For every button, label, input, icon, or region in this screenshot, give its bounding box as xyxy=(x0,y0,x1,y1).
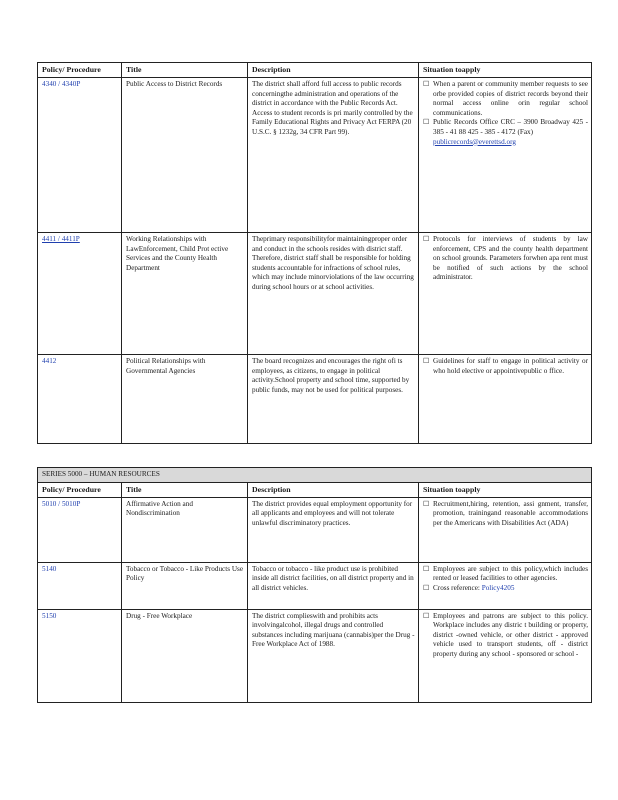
header-policy: Policy/ Procedure xyxy=(38,482,122,497)
series-row xyxy=(38,468,592,483)
table-row xyxy=(38,562,592,609)
situation-item xyxy=(423,500,588,529)
situation-text: Recruitment,hiring, retention, assi gnment, transfer, promotion, trainingand reasonable accommodations per the Americans with Disabilities Act (ADA) xyxy=(433,499,588,527)
situation-text: Employees and patrons are subject to this policy. Workplace includes any distric t building or property, district -owned vehicle, or other district - approved vehicle used to transport students, off - district property during any school - sponsored or school - xyxy=(433,611,588,658)
policy-title: Public Access to District Records xyxy=(122,78,248,233)
records-email-link[interactable]: publicrecords@everettsd.org xyxy=(433,137,516,146)
checkbox-icon: ☐ xyxy=(423,499,430,508)
situation-item xyxy=(423,118,588,147)
policy-title: Drug - Free Workplace xyxy=(122,609,248,702)
policy-number[interactable]: 4412 xyxy=(38,355,122,444)
situation-item xyxy=(423,612,588,660)
situation-item xyxy=(423,565,588,584)
checkbox-icon: ☐ xyxy=(423,611,430,620)
policy-table-top xyxy=(37,62,592,444)
situation-text: Guidelines for staff to engage in political activity or who hold elective or appointivepublic o ffice. xyxy=(433,357,588,375)
situation-item xyxy=(423,235,588,283)
policy-number[interactable]: 4340 / 4340P xyxy=(38,78,122,233)
policy-description: Theprimary responsibilityfor maintainingproper order and conduct in the schools resides with district staff. Therefore, district staff shall be responsible for holding students accountable for infractions of school rules, which may include minorviolations of the law occurring during school hours or at school activities. xyxy=(248,233,419,355)
checkbox-icon: ☐ xyxy=(423,357,430,365)
header-description: Description xyxy=(248,482,419,497)
policy-number[interactable]: 5010 / 5010P xyxy=(38,497,122,562)
situation-item xyxy=(423,357,588,376)
header-description: Description xyxy=(248,63,419,78)
policy-situation xyxy=(419,78,592,233)
header-situation: Situation toapply xyxy=(419,482,592,497)
table-row xyxy=(38,609,592,702)
header-row xyxy=(38,482,592,497)
policy-description: The board recognizes and encourages the right ofi ts employees, as citizens, to engage in political activity.School property and school time, supported by public funds, may not be used for political purposes. xyxy=(248,355,419,444)
situation-text: Protocols for interviews of students by law enforcement, CPS and the county health department on school grounds. Parameters forwhen apa rent must be notified of such actions by the school administrator. xyxy=(433,235,588,282)
table-row xyxy=(38,233,592,355)
policy-situation xyxy=(419,562,592,609)
series-title: SERIES 5000 – HUMAN RESOURCES xyxy=(38,468,592,483)
header-policy: Policy/ Procedure xyxy=(38,63,122,78)
situation-item xyxy=(423,584,588,594)
situation-text: Public Records Office CRC – 3900 Broadway 425 - 385 - 41 88 425 - 385 - 4172 (Fax) xyxy=(433,118,588,136)
checkbox-icon: ☐ xyxy=(423,118,430,127)
header-situation: Situation toapply xyxy=(419,63,592,78)
policy-description: The district shall afford full access to public records concerningthe administration and operations of the district in accordance with the Public Records Act. Access to student records is pri marily controlled by the Family Educational Rights and Privacy Act FERPA (20 U.S.C. § 1232g, 34 CFR Part 99). xyxy=(248,78,419,233)
policy-description: Tobacco or tobacco - like product use is prohibited inside all district facilities, on all district property and in all district vehicles. xyxy=(248,562,419,609)
policy-number[interactable]: 5150 xyxy=(38,609,122,702)
checkbox-icon: ☐ xyxy=(423,564,430,573)
policy-title: Tobacco or Tobacco - Like Products Use Policy xyxy=(122,562,248,609)
cross-reference-link[interactable]: Policy4205 xyxy=(481,583,515,592)
policy-number[interactable]: 4411 / 4411P xyxy=(38,233,122,355)
policy-number[interactable]: 5140 xyxy=(38,562,122,609)
policy-situation xyxy=(419,233,592,355)
situation-text: Employees are subject to this policy,which includes rented or leased facilities to other agencies. xyxy=(433,564,588,583)
table-row xyxy=(38,497,592,562)
header-row xyxy=(38,63,592,78)
policy-description: The district complieswith and prohibits acts involvingalcohol, illegal drugs and controlled substances including marijuana (cannabis)per the Drug - Free Workplace Act of 1988. xyxy=(248,609,419,702)
checkbox-icon: ☐ xyxy=(423,583,430,592)
policy-title: Affirmative Action and Nondiscrimination xyxy=(122,497,248,562)
policy-table-hr xyxy=(37,467,592,703)
checkbox-icon: ☐ xyxy=(423,235,430,243)
policy-situation xyxy=(419,355,592,444)
policy-description: The district provides equal employment opportunity for all applicants and employees and will not tolerate unlawful discriminatory practices. xyxy=(248,497,419,562)
table-row xyxy=(38,78,592,233)
policy-title: Working Relationships with LawEnforcement, Child Prot ective Services and the County Health Department xyxy=(122,233,248,355)
checkbox-icon: ☐ xyxy=(423,80,430,88)
header-title: Title xyxy=(122,482,248,497)
policy-situation xyxy=(419,497,592,562)
situation-text: When a parent or community member requests to see orbe provided copies of district records beyond their normal access online orin regular school communications. xyxy=(433,80,588,117)
header-title: Title xyxy=(122,63,248,78)
policy-situation xyxy=(419,609,592,702)
policy-title: Political Relationships with Governmental Agencies xyxy=(122,355,248,444)
cross-reference-label: Cross reference: xyxy=(433,583,480,592)
situation-item xyxy=(423,80,588,118)
table-row xyxy=(38,355,592,444)
